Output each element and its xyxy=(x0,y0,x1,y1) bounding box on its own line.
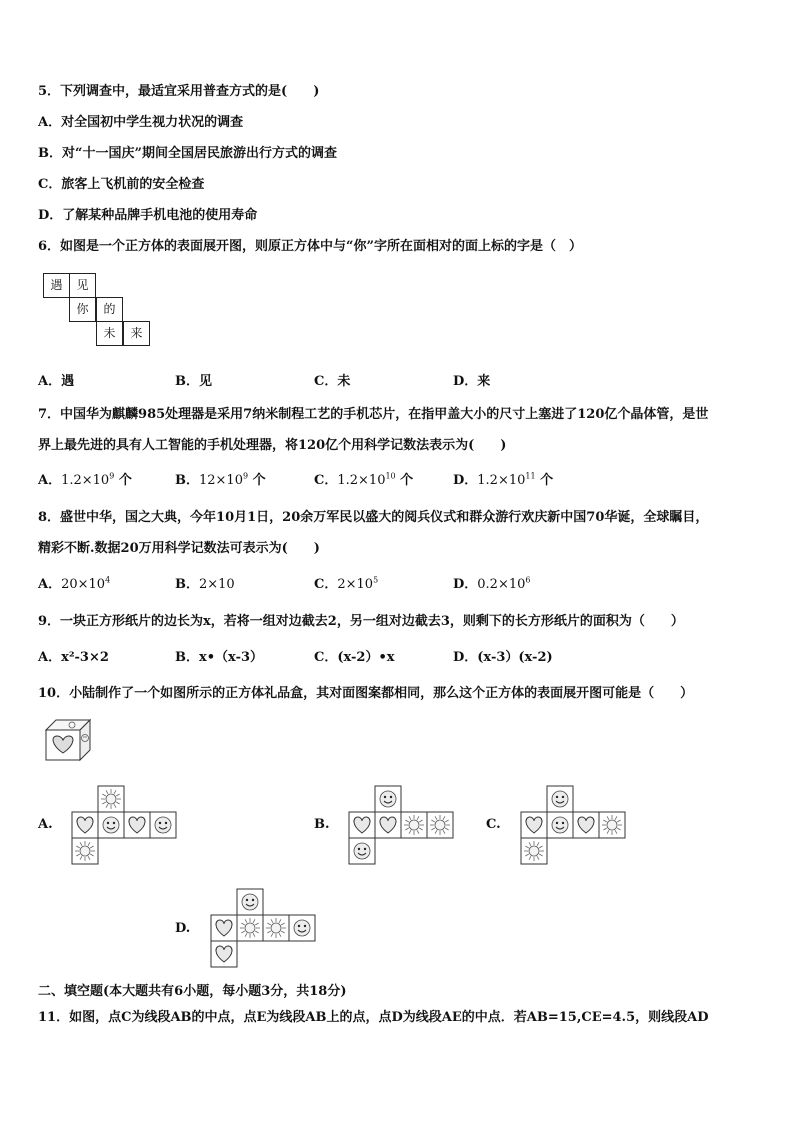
net-face xyxy=(427,812,453,838)
q11-stem: 11．如图，点C为线段AB的中点，点E为线段AB上的点，点D为线段AE的中点．若AB=15,CE=4.5，则线段AD xyxy=(38,1010,709,1025)
net-face xyxy=(375,812,401,838)
net-face xyxy=(211,941,237,967)
net-face xyxy=(237,915,263,941)
net-face xyxy=(547,786,573,812)
net-face xyxy=(289,915,315,941)
q7-option-b: B．$12\times 10^9$ 个 xyxy=(175,471,266,488)
net-face xyxy=(401,812,427,838)
net-cell: 你 xyxy=(69,297,96,322)
q10-option-a-label: A. xyxy=(38,817,53,832)
q9-option-d: D．(x-3）(x-2) xyxy=(453,650,553,665)
q8-option-a: A．$20\times 10^4$ xyxy=(38,575,111,592)
cube-net-figure xyxy=(43,273,155,355)
net-figure-d xyxy=(210,888,320,968)
q10-option-b-label: B. xyxy=(314,817,330,832)
q9-option-c: C．(x-2）•x xyxy=(314,650,395,665)
q9-option-b: B．x•（x-3） xyxy=(175,650,264,665)
section-heading: 二、填空题(本大题共有6小题，每小题3分，共18分) xyxy=(38,984,347,999)
net-face xyxy=(349,838,375,864)
net-face xyxy=(211,915,237,941)
net-figure-a xyxy=(71,785,181,865)
q10-option-c-label: C. xyxy=(486,817,501,832)
net-face xyxy=(547,812,573,838)
q10-stem: 10．小陆制作了一个如图所示的正方体礼品盒，其对面图案都相同，那么这个正方体的表面展开图可能是（ ） xyxy=(38,686,694,701)
net-face xyxy=(98,812,124,838)
q6-option-d: D．来 xyxy=(453,374,491,389)
net-cell: 来 xyxy=(123,321,150,346)
net-face xyxy=(375,786,401,812)
net-face xyxy=(521,838,547,864)
net-cell: 见 xyxy=(69,273,96,298)
q7-stem-line2: 界上最先进的具有人工智能的手机处理器，将120亿个用科学记数法表示为( ) xyxy=(38,438,507,453)
net-face xyxy=(599,812,625,838)
net-face xyxy=(150,812,176,838)
q7-stem-line1: 7．中国华为麒麟985处理器是采用7纳米制程工艺的手机芯片，在指甲盖大小的尺寸上塞进了120亿个晶体管，是世 xyxy=(38,407,709,422)
net-face xyxy=(237,889,263,915)
q5-option-d: D．了解某种品牌手机电池的使用寿命 xyxy=(38,208,258,223)
net-face xyxy=(521,812,547,838)
q6-option-a: A．遇 xyxy=(38,374,75,389)
q7-option-a: A．$1.2\times 10^9$ 个 xyxy=(38,471,132,488)
net-cell: 的 xyxy=(96,297,123,322)
net-face xyxy=(72,838,98,864)
net-face xyxy=(573,812,599,838)
q7-option-d: D．$1.2\times 10^{11}$ 个 xyxy=(453,471,554,488)
net-face xyxy=(263,915,289,941)
q9-stem: 9．一块正方形纸片的边长为x，若将一组对边截去2，另一组对边截去3，则剩下的长方形纸片的面积为（ ） xyxy=(38,614,684,629)
net-figure-c xyxy=(520,785,630,865)
q8-stem-line2: 精彩不断.数据20万用科学记数法可表示为( ) xyxy=(38,541,320,556)
net-figure-b xyxy=(348,785,458,865)
gift-box-cube-figure xyxy=(44,718,92,762)
q5-option-a: A．对全国初中学生视力状况的调查 xyxy=(38,115,244,130)
net-face xyxy=(349,812,375,838)
q8-option-c: C．$2\times 10^5$ xyxy=(314,575,379,592)
q6-option-b: B．见 xyxy=(175,374,212,389)
q5-stem: 5．下列调查中，最适宜采用普查方式的是( ) xyxy=(38,84,320,99)
q6-stem: 6．如图是一个正方体的表面展开图，则原正方体中与“你”字所在面相对的面上标的字是（ ） xyxy=(38,239,583,254)
net-cell: 未 xyxy=(96,321,123,346)
q8-option-b: B．2×10 xyxy=(175,577,235,592)
q5-option-b: B．对“十一国庆”期间全国居民旅游出行方式的调查 xyxy=(38,146,337,161)
q5-option-c: C．旅客上飞机前的安全检查 xyxy=(38,177,205,192)
net-face xyxy=(98,786,124,812)
net-face xyxy=(124,812,150,838)
q8-stem-line1: 8．盛世中华，国之大典，今年10月1日，20余万军民以盛大的阅兵仪式和群众游行欢庆新中国70华诞，全球瞩目， xyxy=(38,510,709,525)
q9-option-a: A．x²-3×2 xyxy=(38,650,109,665)
q8-option-d: D．$0.2\times 10^6$ xyxy=(453,575,531,592)
net-cell: 遇 xyxy=(43,273,70,298)
q10-option-d-label: D. xyxy=(175,921,191,936)
q7-option-c: C．$1.2\times 10^{10}$ 个 xyxy=(314,471,414,488)
q6-option-c: C．未 xyxy=(314,374,351,389)
net-face xyxy=(72,812,98,838)
